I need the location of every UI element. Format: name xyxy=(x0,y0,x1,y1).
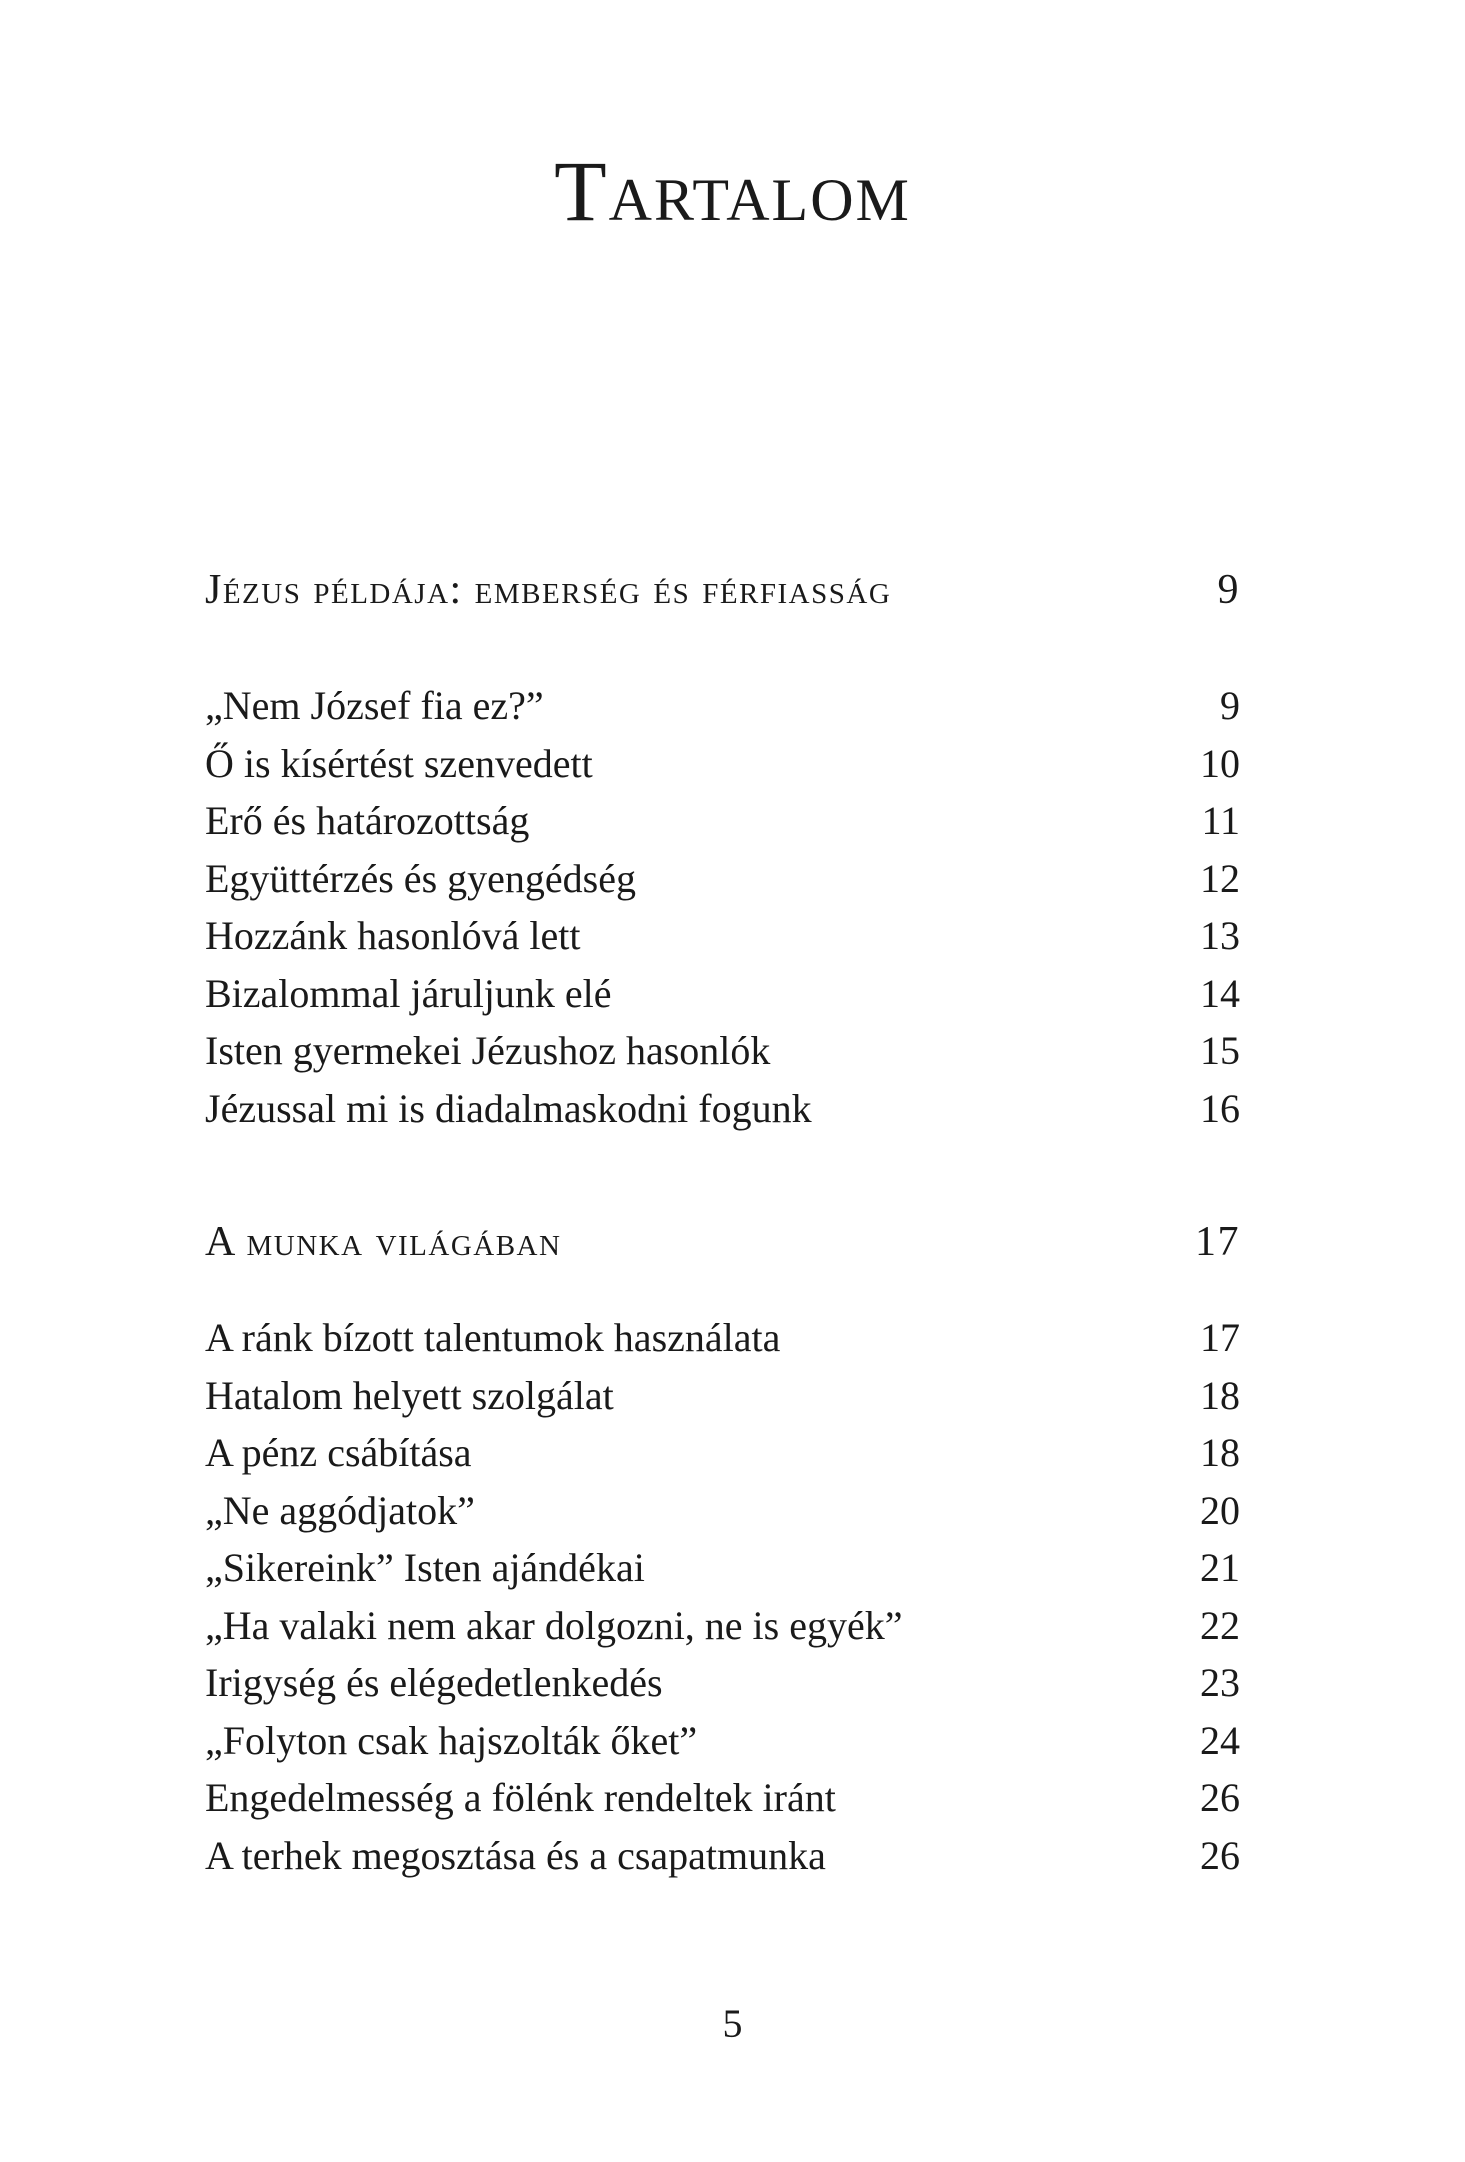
toc-entry xyxy=(205,1309,1240,1367)
entry-title: „Ne aggódjatok” xyxy=(205,1487,475,1533)
entry-page-number: 21 xyxy=(1200,1545,1240,1590)
entry-title: Engedelmesség a fölénk rendeltek iránt xyxy=(205,1775,836,1820)
toc-section-1 xyxy=(205,562,1240,620)
page-number: 5 xyxy=(722,2001,743,2046)
toc-entry xyxy=(205,1654,1240,1712)
entry-title: A terhek megosztása és a csapatmunka xyxy=(205,1832,826,1878)
section-page-number: 17 xyxy=(1195,1219,1240,1265)
toc-entry xyxy=(205,1482,1240,1540)
entry-title: Ő is kísértést szenvedett xyxy=(205,740,593,786)
entry-page-number: 15 xyxy=(1200,1028,1240,1073)
entry-title: A pénz csábítása xyxy=(205,1430,472,1475)
toc-entry xyxy=(205,1712,1240,1770)
entry-page-number: 23 xyxy=(1200,1660,1240,1705)
toc-entry xyxy=(205,735,1240,793)
entry-title: Hatalom helyett szolgálat xyxy=(205,1372,614,1418)
entry-title: „Nem József fia ez?” xyxy=(205,683,544,728)
entry-title: Isten gyermekei Jézushoz hasonlók xyxy=(205,1028,771,1073)
entry-page-number: 26 xyxy=(1200,1832,1240,1878)
entry-title: A ránk bízott talentumok használata xyxy=(205,1315,781,1360)
entry-page-number: 16 xyxy=(1200,1085,1240,1131)
entry-title: Irigység és elégedetlenkedés xyxy=(205,1660,663,1705)
section-heading-row xyxy=(205,1214,1240,1272)
toc-entry xyxy=(205,1539,1240,1597)
toc-entry xyxy=(205,1769,1240,1827)
section-heading-row xyxy=(205,562,1240,620)
toc-section-2 xyxy=(205,1214,1240,1272)
entry-page-number: 10 xyxy=(1200,740,1240,786)
section-heading: A munka világában xyxy=(205,1219,562,1265)
entry-page-number: 9 xyxy=(1220,683,1240,728)
entry-title: Erő és határozottság xyxy=(205,798,530,843)
entry-page-number: 17 xyxy=(1200,1315,1240,1360)
entry-title: „Folyton csak hajszolták őket” xyxy=(205,1717,698,1763)
entry-page-number: 20 xyxy=(1200,1487,1240,1533)
entry-page-number: 18 xyxy=(1200,1430,1240,1475)
entry-page-number: 11 xyxy=(1201,798,1240,843)
toc-section-2-entries xyxy=(205,1309,1240,1884)
entry-title: „Sikereink” Isten ajándékai xyxy=(205,1545,645,1590)
toc-entry xyxy=(205,1367,1240,1425)
toc-entry xyxy=(205,907,1240,965)
entry-title: Hozzánk hasonlóvá lett xyxy=(205,913,581,958)
toc-section-1-entries xyxy=(205,677,1240,1137)
toc-entry xyxy=(205,1080,1240,1138)
section-heading: Jézus példája: emberség és férfiasság xyxy=(205,567,892,613)
toc-entry xyxy=(205,850,1240,908)
entry-title: Bizalommal járuljunk elé xyxy=(205,970,612,1016)
toc-entry xyxy=(205,1597,1240,1655)
section-page-number: 9 xyxy=(1217,567,1240,613)
toc-entry xyxy=(205,965,1240,1023)
entry-page-number: 12 xyxy=(1200,855,1240,901)
entry-title: „Ha valaki nem akar dolgozni, ne is egyék” xyxy=(205,1602,903,1648)
entry-page-number: 13 xyxy=(1200,913,1240,958)
toc-entry xyxy=(205,1424,1240,1482)
entry-page-number: 18 xyxy=(1200,1372,1240,1418)
entry-title: Jézussal mi is diadalmaskodni fogunk xyxy=(205,1085,812,1131)
entry-title: Együttérzés és gyengédség xyxy=(205,855,636,901)
toc-entry xyxy=(205,792,1240,850)
entry-page-number: 24 xyxy=(1200,1717,1240,1763)
entry-page-number: 22 xyxy=(1200,1602,1240,1648)
toc-entry xyxy=(205,1827,1240,1885)
toc-entry xyxy=(205,1022,1240,1080)
entry-page-number: 26 xyxy=(1200,1775,1240,1820)
page-title: Tartalom xyxy=(554,143,911,239)
entry-page-number: 14 xyxy=(1200,970,1240,1016)
toc-entry xyxy=(205,677,1240,735)
